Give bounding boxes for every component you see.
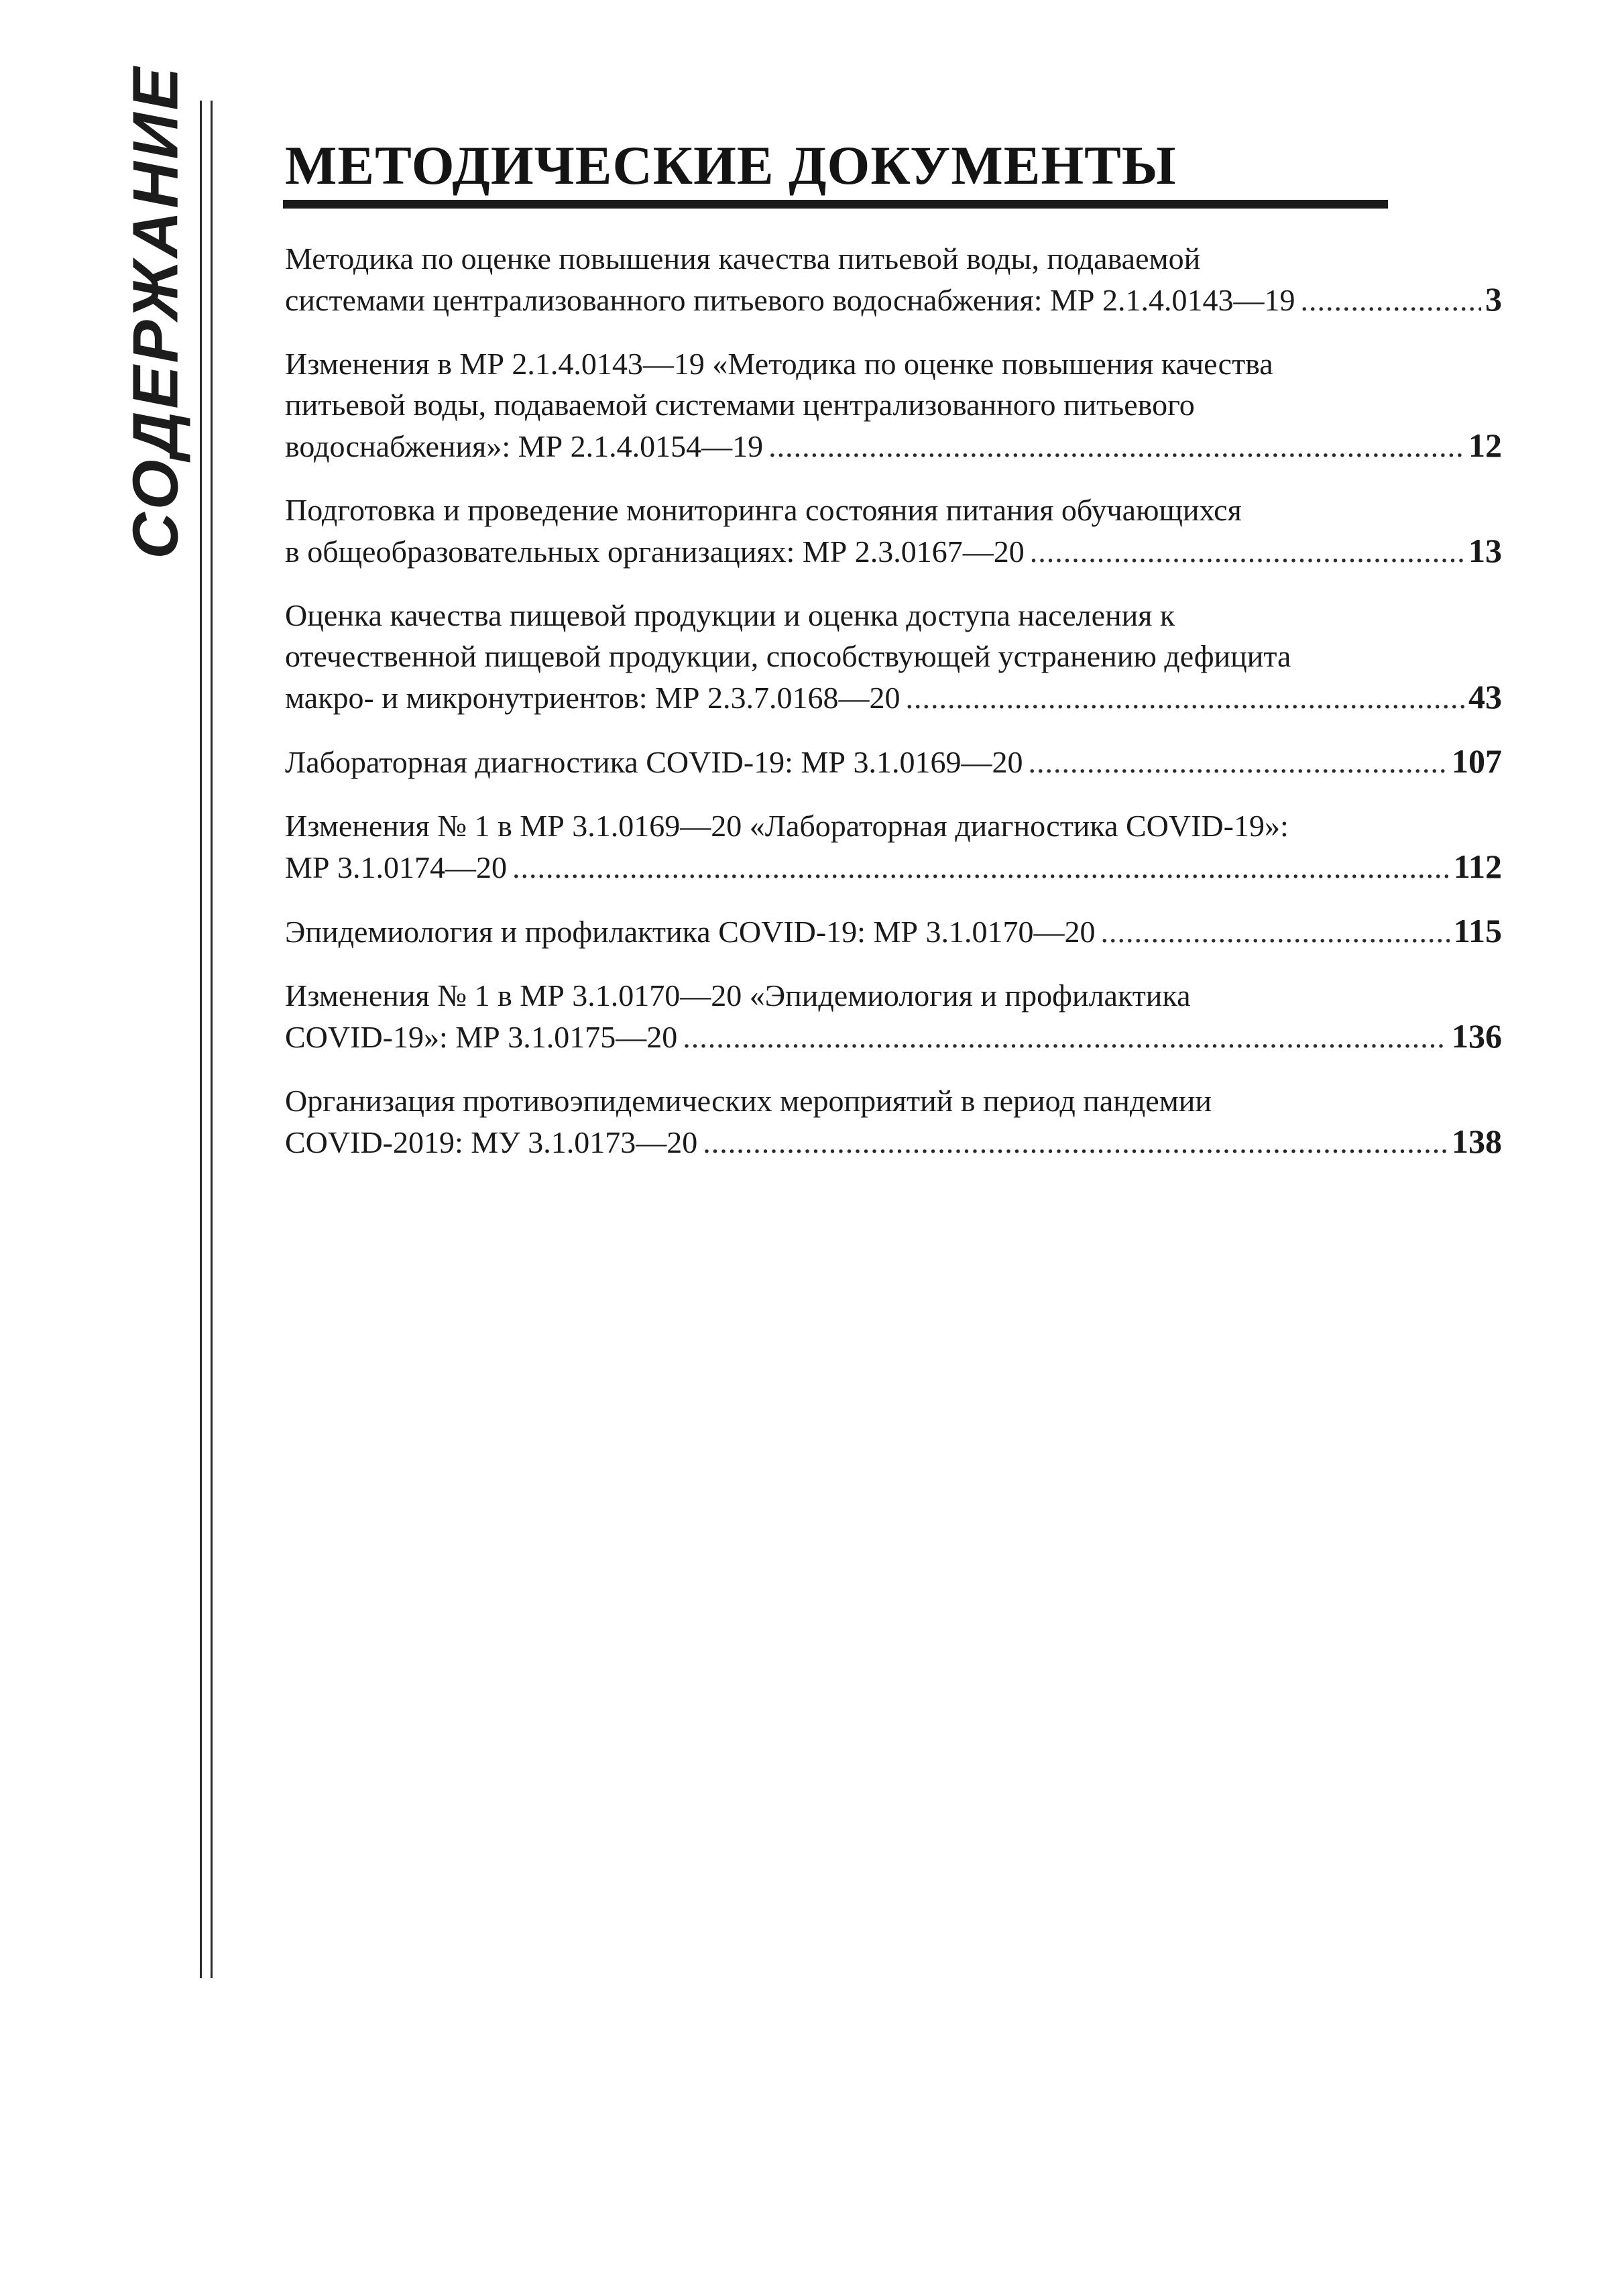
toc-page-number: 3 <box>1485 280 1502 318</box>
toc-entry[interactable] <box>285 595 1502 718</box>
side-label-text: СОДЕРЖАНИЕ <box>120 64 192 559</box>
toc-entry-last-line <box>285 425 1502 467</box>
toc-entry-text: COVID-19»: МР 3.1.0175—20 <box>285 1020 678 1054</box>
dot-leader <box>512 847 1450 888</box>
side-label <box>119 64 193 559</box>
toc-entry-text: Изменения № 1 в МР 3.1.0170—20 «Эпидемиология и профилактика <box>285 978 1191 1013</box>
toc-entry[interactable] <box>285 975 1502 1057</box>
toc-entry-text: Подготовка и проведение мониторинга состояния питания обучающихся <box>285 493 1242 527</box>
toc-entry-last-line <box>285 911 1502 952</box>
toc-entry-text: макро- и микронутриентов: МР 2.3.7.0168—20 <box>285 681 901 715</box>
toc-entry-text: питьевой воды, подаваемой системами централизованного питьевого <box>285 388 1195 422</box>
dot-leader <box>1028 742 1448 783</box>
toc-page-number: 115 <box>1453 912 1502 950</box>
toc-entry-text: Организация противоэпидемических мероприятий в период пандемии <box>285 1084 1212 1118</box>
toc-entry-text: COVID-2019: МУ 3.1.0173—20 <box>285 1125 698 1159</box>
toc-entry-last-line <box>285 1016 1502 1057</box>
dot-leader <box>905 677 1464 718</box>
toc-entry-last-line <box>285 530 1502 572</box>
dot-leader <box>1100 911 1449 952</box>
toc-entry-text: отечественной пищевой продукции, способствующей устранению дефицита <box>285 639 1291 673</box>
toc-entry[interactable] <box>285 805 1502 888</box>
toc-entry-text: водоснабжения»: МР 2.1.4.0154—19 <box>285 429 764 463</box>
dot-leader <box>703 1122 1448 1163</box>
toc-entry-text: Изменения в МР 2.1.4.0143—19 «Методика по оценке повышения качества <box>285 347 1273 381</box>
toc-page-number: 112 <box>1453 848 1502 885</box>
table-of-contents <box>285 238 1502 1186</box>
toc-entry-text: системами централизованного питьевого водоснабжения: МР 2.1.4.0143—19 <box>285 283 1295 317</box>
toc-entry-last-line <box>285 677 1502 718</box>
toc-entry-text: Методика по оценке повышения качества питьевой воды, подаваемой <box>285 241 1201 276</box>
toc-page-number: 43 <box>1468 678 1502 715</box>
toc-entry-last-line <box>285 1121 1502 1163</box>
toc-page-number: 138 <box>1452 1123 1502 1160</box>
dot-leader <box>1300 280 1481 321</box>
toc-entry[interactable] <box>285 741 1502 783</box>
toc-entry[interactable] <box>285 343 1502 467</box>
toc-entry-last-line <box>285 846 1502 888</box>
toc-page-number: 13 <box>1468 532 1502 569</box>
toc-entry-last-line <box>285 279 1502 321</box>
section-title: МЕТОДИЧЕСКИЕ ДОКУМЕНТЫ <box>285 135 1177 196</box>
toc-entry-last-line <box>285 741 1502 783</box>
toc-entry-text: в общеобразовательных организациях: МР 2.3.0167—20 <box>285 534 1025 569</box>
toc-entry-text: Лабораторная диагностика COVID-19: МР 3.1.0169—20 <box>285 745 1023 779</box>
toc-entry-text: Эпидемиология и профилактика COVID-19: МР 3.1.0170—20 <box>285 915 1096 949</box>
dot-leader <box>683 1017 1448 1057</box>
toc-entry[interactable] <box>285 238 1502 321</box>
toc-page-number: 136 <box>1452 1017 1502 1055</box>
title-underline <box>283 200 1388 209</box>
dot-leader <box>768 426 1464 467</box>
toc-entry[interactable] <box>285 911 1502 952</box>
toc-entry[interactable] <box>285 1080 1502 1163</box>
dot-leader <box>1030 531 1464 572</box>
toc-entry-text: Изменения № 1 в МР 3.1.0169—20 «Лабораторная диагностика COVID-19»: <box>285 809 1289 843</box>
toc-entry[interactable] <box>285 490 1502 572</box>
toc-entry-text: МР 3.1.0174—20 <box>285 850 507 884</box>
toc-page-number: 12 <box>1468 426 1502 464</box>
toc-entry-text: Оценка качества пищевой продукции и оценка доступа населения к <box>285 598 1175 632</box>
vertical-rule-right <box>211 101 213 1978</box>
vertical-rule-left <box>200 101 202 1978</box>
toc-page-number: 107 <box>1452 742 1502 780</box>
